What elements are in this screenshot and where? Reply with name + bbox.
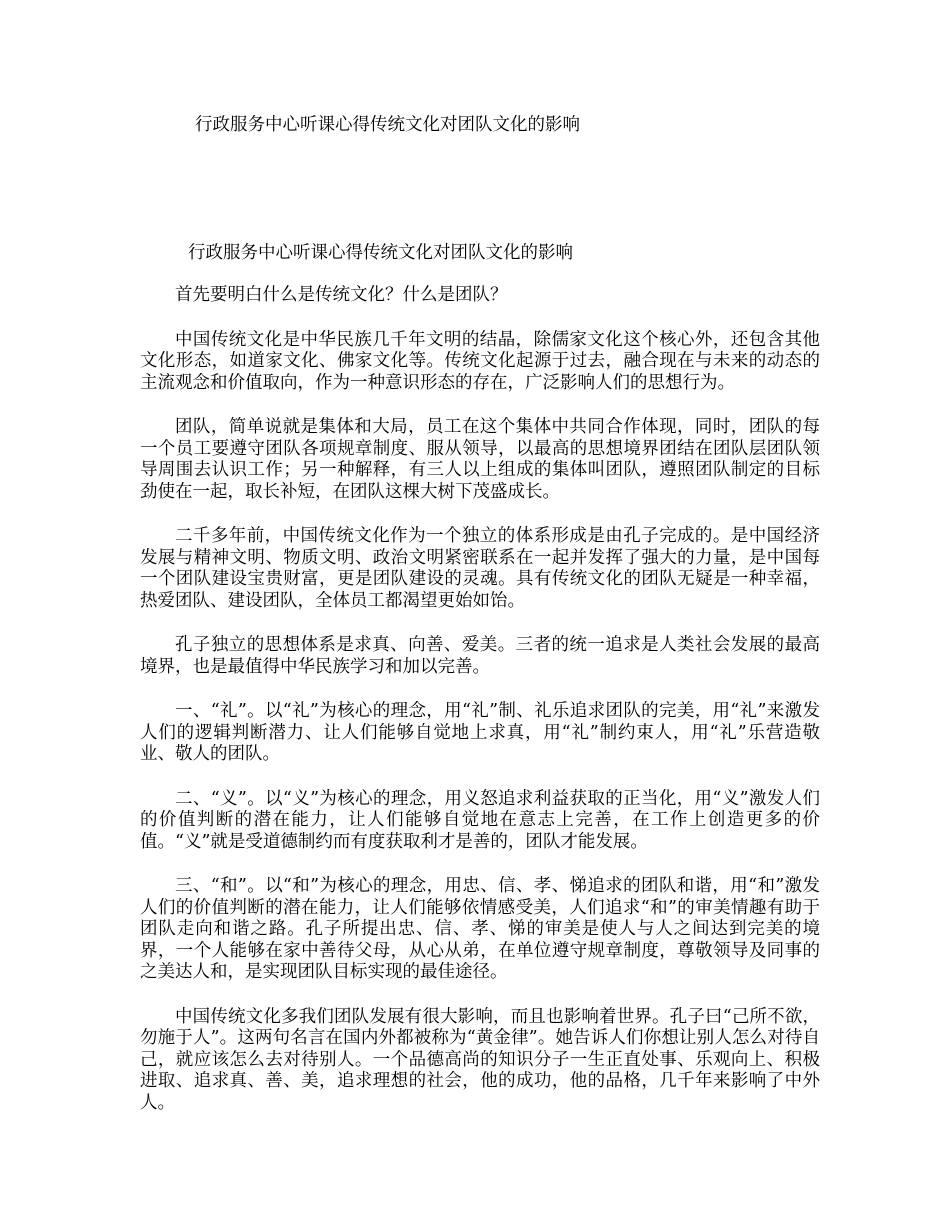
paragraph-yi: 二、“义”。以“义”为核心的理念，用义怒追求利益获取的正当化，用“义”激发人们的价值判断的潜在能力，让人们能够自觉地在意志上完善，在工作上创造更多的价值。“义”就是受道德制约而有度获取利才是善的，团队才能发展。 (140, 788, 820, 852)
paragraph-traditional-culture: 中国传统文化是中华民族几千年文明的结晶，除儒家文化这个核心外，还包含其他文化形态，如道家文化、佛家文化等。传统文化起源于过去，融合现在与未来的动态的主流观念和价值取向，作为一种意识形态的存在，广泛影响人们的思想行为。 (140, 329, 820, 393)
paragraph-intro-question: 首先要明白什么是传统文化？什么是团队？ (175, 285, 508, 305)
document-body (140, 242, 820, 1137)
paragraph-truth-goodness-beauty: 孔子独立的思想体系是求真、向善、爱美。三者的统一追求是人类社会发展的最高境界，也是最值得中华民族学习和加以完善。 (140, 635, 820, 677)
paragraph-confucius-system: 二千多年前，中国传统文化作为一个独立的体系形成是由孔子完成的。是中国经济发展与精神文明、物质文明、政治文明紧密联系在一起并发挥了强大的力量，是中国每一个团队建设宝贵财富，更是团队建设的灵魂。具有传统文化的团队无疑是一种幸福，热爱团队、建设团队，全体员工都渴望更始如饴。 (140, 526, 820, 611)
paragraph-he: 三、“和”。以“和”为核心的理念，用忠、信、孝、悌追求的团队和谐，用“和”激发人们的价值判断的潜在能力，让人们能够依情感受美，人们追求“和”的审美情趣有助于团队走向和谐之路。孔子所提出忠、信、孝、悌的审美是使人与人之间达到完美的境界，一个人能够在家中善待父母，从心从弟，在单位遵守规章制度，尊敬领导及同事的之美达人和，是实现团队目标实现的最佳途径。 (140, 876, 820, 982)
document-header-title: 行政服务中心听课心得传统文化对团队文化的影响 (195, 115, 580, 135)
paragraph-golden-rule: 中国传统文化多我们团队发展有很大影响，而且也影响着世界。孔子曰“己所不欲，勿施于人”。这两句名言在国内外都被称为“黄金律”。她告诉人们你想让别人怎么对待自己，就应该怎么去对待别人。一个品德高尚的知识分子一生正直处事、乐观向上、积极进取、追求真、善、美，追求理想的社会，他的成功，他的品格，几千年来影响了中外人。 (140, 1006, 820, 1113)
paragraph-team-definition: 团队，简单说就是集体和大局，员工在这个集体中共同合作体现，同时，团队的每一个员工要遵守团队各项规章制度、服从领导，以最高的思想境界团结在团队层团队领导周围去认识工作；另一种解释，有三人以上组成的集体叫团队，遵照团队制定的目标劲使在一起，取长补短，在团队这棵大树下茂盛成长。 (140, 417, 820, 502)
paragraph-li: 一、“礼”。以“礼”为核心的理念，用“礼”制、礼乐追求团队的完美，用“礼”来激发人们的逻辑判断潜力、让人们能够自觉地上求真，用“礼”制约束人，用“礼”乐营造敬业、敬人的团队。 (140, 701, 820, 764)
document-subtitle: 行政服务中心听课心得传统文化对团队文化的影响 (188, 243, 573, 263)
